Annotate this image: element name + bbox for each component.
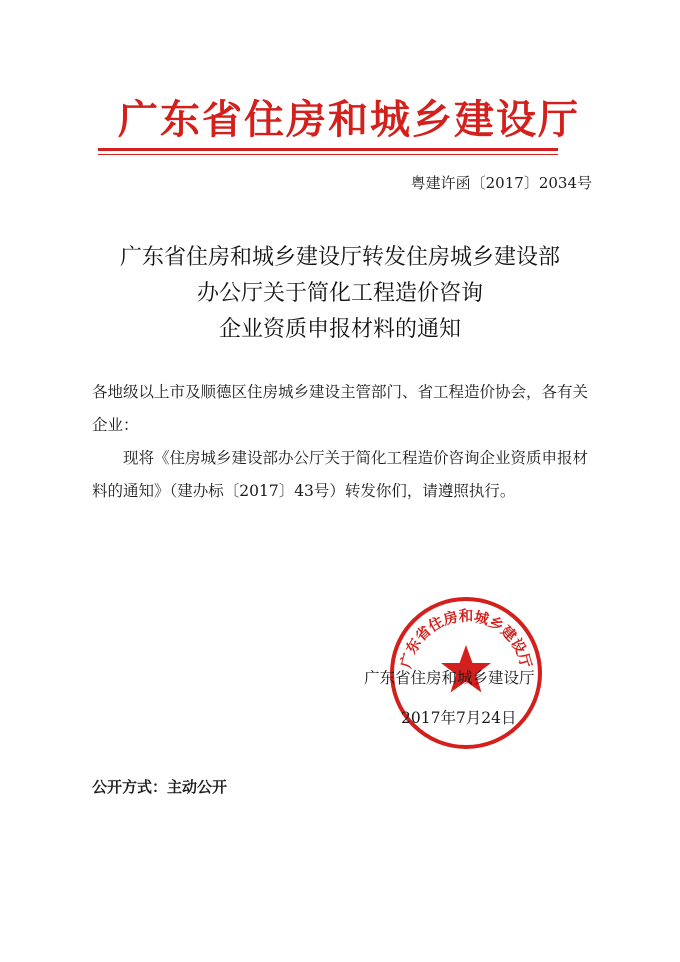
salutation: 各地级以上市及顺德区住房城乡建设主管部门、省工程造价协会，各有关企业：	[92, 383, 589, 434]
document-title	[70, 240, 610, 348]
document-body	[92, 376, 592, 508]
title-line-3: 企业资质申报材料的通知	[218, 317, 461, 342]
signature-date: 2017年7月24日	[401, 709, 517, 727]
letterhead-rule-thick	[98, 148, 558, 151]
title-line-1: 广东省住房和城乡建设厅转发住房城乡建设部	[119, 245, 560, 270]
letterhead-rule-thin	[98, 154, 558, 155]
title-line-2: 办公厅关于简化工程造价咨询	[196, 281, 483, 306]
body-paragraph: 现将《住房城乡建设部办公厅关于简化工程造价咨询企业资质申报材料的通知》（建办标〔2017〕43号）转发你们，请遵照执行。	[92, 449, 589, 500]
disclosure-mode: 公开方式：主动公开	[92, 778, 228, 796]
seal-text: 广东省住房和城乡建设厅	[398, 608, 534, 670]
letterhead-title: 广东省住房和城乡建设厅	[118, 97, 580, 143]
document-number: 粤建许函〔2017〕2034号	[410, 174, 592, 192]
signature-issuer: 广东省住房和城乡建设厅	[364, 669, 535, 687]
